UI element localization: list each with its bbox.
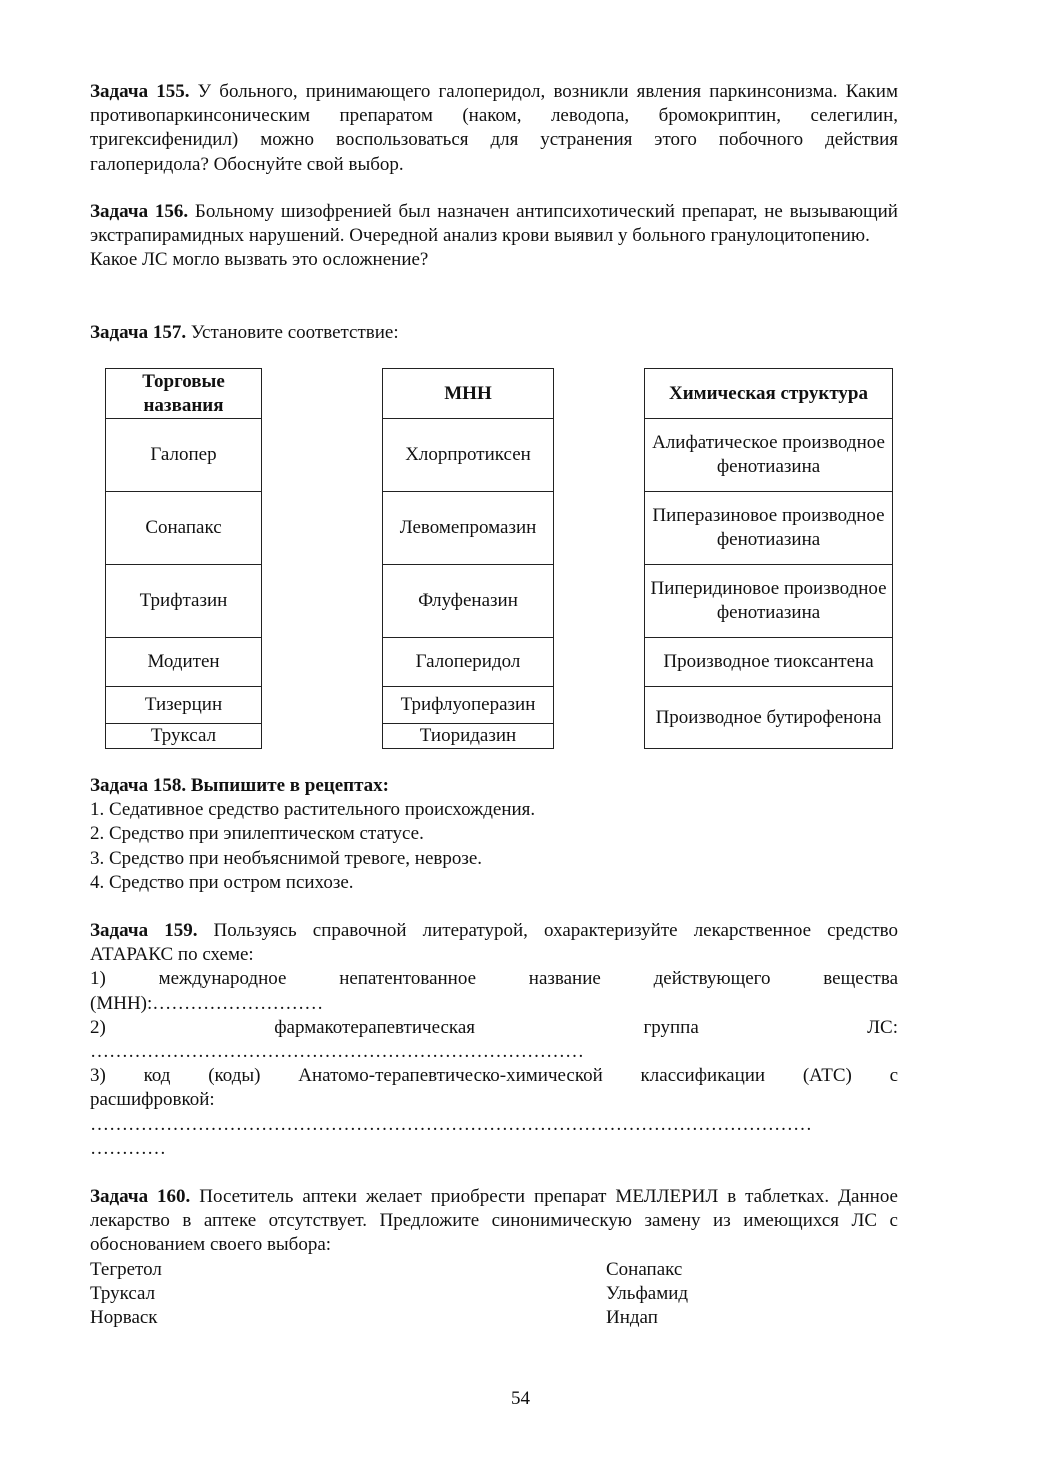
list-item: 1. Седативное средство растительного происхождения. — [90, 799, 536, 821]
list-item: Индап — [606, 1307, 658, 1329]
table-cell: Галоперидол — [383, 638, 554, 687]
task-159-item3-cont: расшифровкой: — [90, 1089, 215, 1111]
table-cell: Флуфеназин — [383, 565, 554, 638]
table-inn — [382, 368, 554, 749]
drug-list-right — [606, 1258, 688, 1331]
task-159-label: Задача 159. — [90, 920, 198, 941]
task-156-label: Задача 156. — [90, 201, 189, 222]
task-155-label: Задача 155. — [90, 81, 190, 102]
task-156-question: Какое ЛС могло вызвать это осложнение? — [90, 249, 429, 271]
table-cell: Тизерцин — [106, 687, 262, 724]
task-159-dots-1: …………………………………………………………………………………………………… — [90, 1113, 812, 1135]
task-156-text — [90, 200, 898, 248]
drug-list — [90, 1258, 898, 1331]
table-cell: Тиоридазин — [383, 724, 554, 749]
table-chemical-structure — [644, 368, 893, 749]
task-159-dots-2: ………… — [90, 1137, 166, 1159]
task-157 — [90, 321, 898, 345]
task-159-item2: 2) фармакотерапевтическая группа ЛС: — [90, 1016, 898, 1038]
task-160-body: Посетитель аптеки желает приобрести препарат МЕЛЛЕРИЛ в таблетках. Данное лекарство в аптеке отсутствует. Предложите синонимическую замену из имеющихся ЛС с обоснованием своего выбора: — [90, 1186, 898, 1256]
table-cell: Алифатическое производное фенотиазина — [645, 419, 893, 492]
task-159 — [90, 919, 898, 1161]
table-trade-names — [105, 368, 262, 749]
list-item: 2. Средство при эпилептическом статусе. — [90, 823, 424, 845]
task-156 — [90, 200, 898, 273]
task-159-item1: 1) международное непатентованное название действующего вещества — [90, 968, 898, 990]
table-cell: Пиперидиновое производное фенотиазина — [645, 565, 893, 638]
task-158-title: Задача 158. Выпишите в рецептах: — [90, 775, 389, 796]
table-cell: Хлорпротиксен — [383, 419, 554, 492]
table-cell: Труксал — [106, 724, 262, 749]
table-cell: Производное тиоксантена — [645, 638, 893, 687]
task-160 — [90, 1185, 898, 1330]
task-159-item3: 3) код (коды) Анатомо-терапевтическо-химической классификации (АТС) с — [90, 1065, 898, 1087]
table-cell: Производное бутирофенона — [645, 687, 893, 749]
table-cell: Трифтазин — [106, 565, 262, 638]
task-157-text — [90, 321, 898, 345]
task-155-body: У больного, принимающего галоперидол, возникли явления паркинсонизма. Каким противопаркинсоническим препаратом (наком, леводопа, бромокриптин, селегилин, тригексифенидил) можно воспользоваться для устранения этого побочного действия галоперидола? Обоснуйте свой выбор. — [90, 81, 898, 175]
task-155 — [90, 80, 898, 177]
task-159-text — [90, 919, 898, 967]
list-item: 3. Средство при необъяснимой тревоге, неврозе. — [90, 847, 483, 869]
table-header: МНН — [383, 369, 554, 419]
table-cell: Модитен — [106, 638, 262, 687]
list-item: Ульфамид — [606, 1282, 689, 1304]
list-item: Тегретол — [90, 1258, 162, 1280]
table-header: Торговые названия — [106, 369, 262, 419]
list-item: 4. Средство при остром психозе. — [90, 871, 354, 893]
table-cell: Галопер — [106, 419, 262, 492]
task-155-text — [90, 80, 898, 177]
table-header: Химическая структура — [645, 369, 893, 419]
task-160-label: Задача 160. — [90, 1186, 191, 1207]
task-158-label — [90, 774, 898, 798]
task-159-item1-cont: (МНН):……………………… — [90, 992, 324, 1014]
list-item: Труксал — [90, 1282, 156, 1304]
page-number: 54 — [511, 1388, 530, 1409]
task-157-label: Задача 157. — [90, 322, 187, 343]
task-159-body: Пользуясь справочной литературой, охарактеризуйте лекарственное средство АТАРАКС по схеме: — [90, 920, 898, 966]
task-156-body: Больному шизофренией был назначен антипсихотический препарат, не вызывающий экстрапирамидных нарушений. Очередной анализ крови выявил у больного гранулоцитопению. — [90, 201, 898, 247]
drug-list-left — [90, 1258, 606, 1331]
table-cell: Трифлуоперазин — [383, 687, 554, 724]
list-item: Сонапакс — [606, 1258, 683, 1280]
task-160-text — [90, 1185, 898, 1258]
task-159-item2-dots: …………………………………………………………………… — [90, 1041, 584, 1063]
task-158 — [90, 774, 898, 895]
list-item: Норваск — [90, 1307, 158, 1329]
table-cell: Пиперазиновое производное фенотиазина — [645, 492, 893, 565]
table-cell: Сонапакс — [106, 492, 262, 565]
task-157-body: Установите соответствие: — [186, 322, 399, 343]
table-cell: Левомепромазин — [383, 492, 554, 565]
